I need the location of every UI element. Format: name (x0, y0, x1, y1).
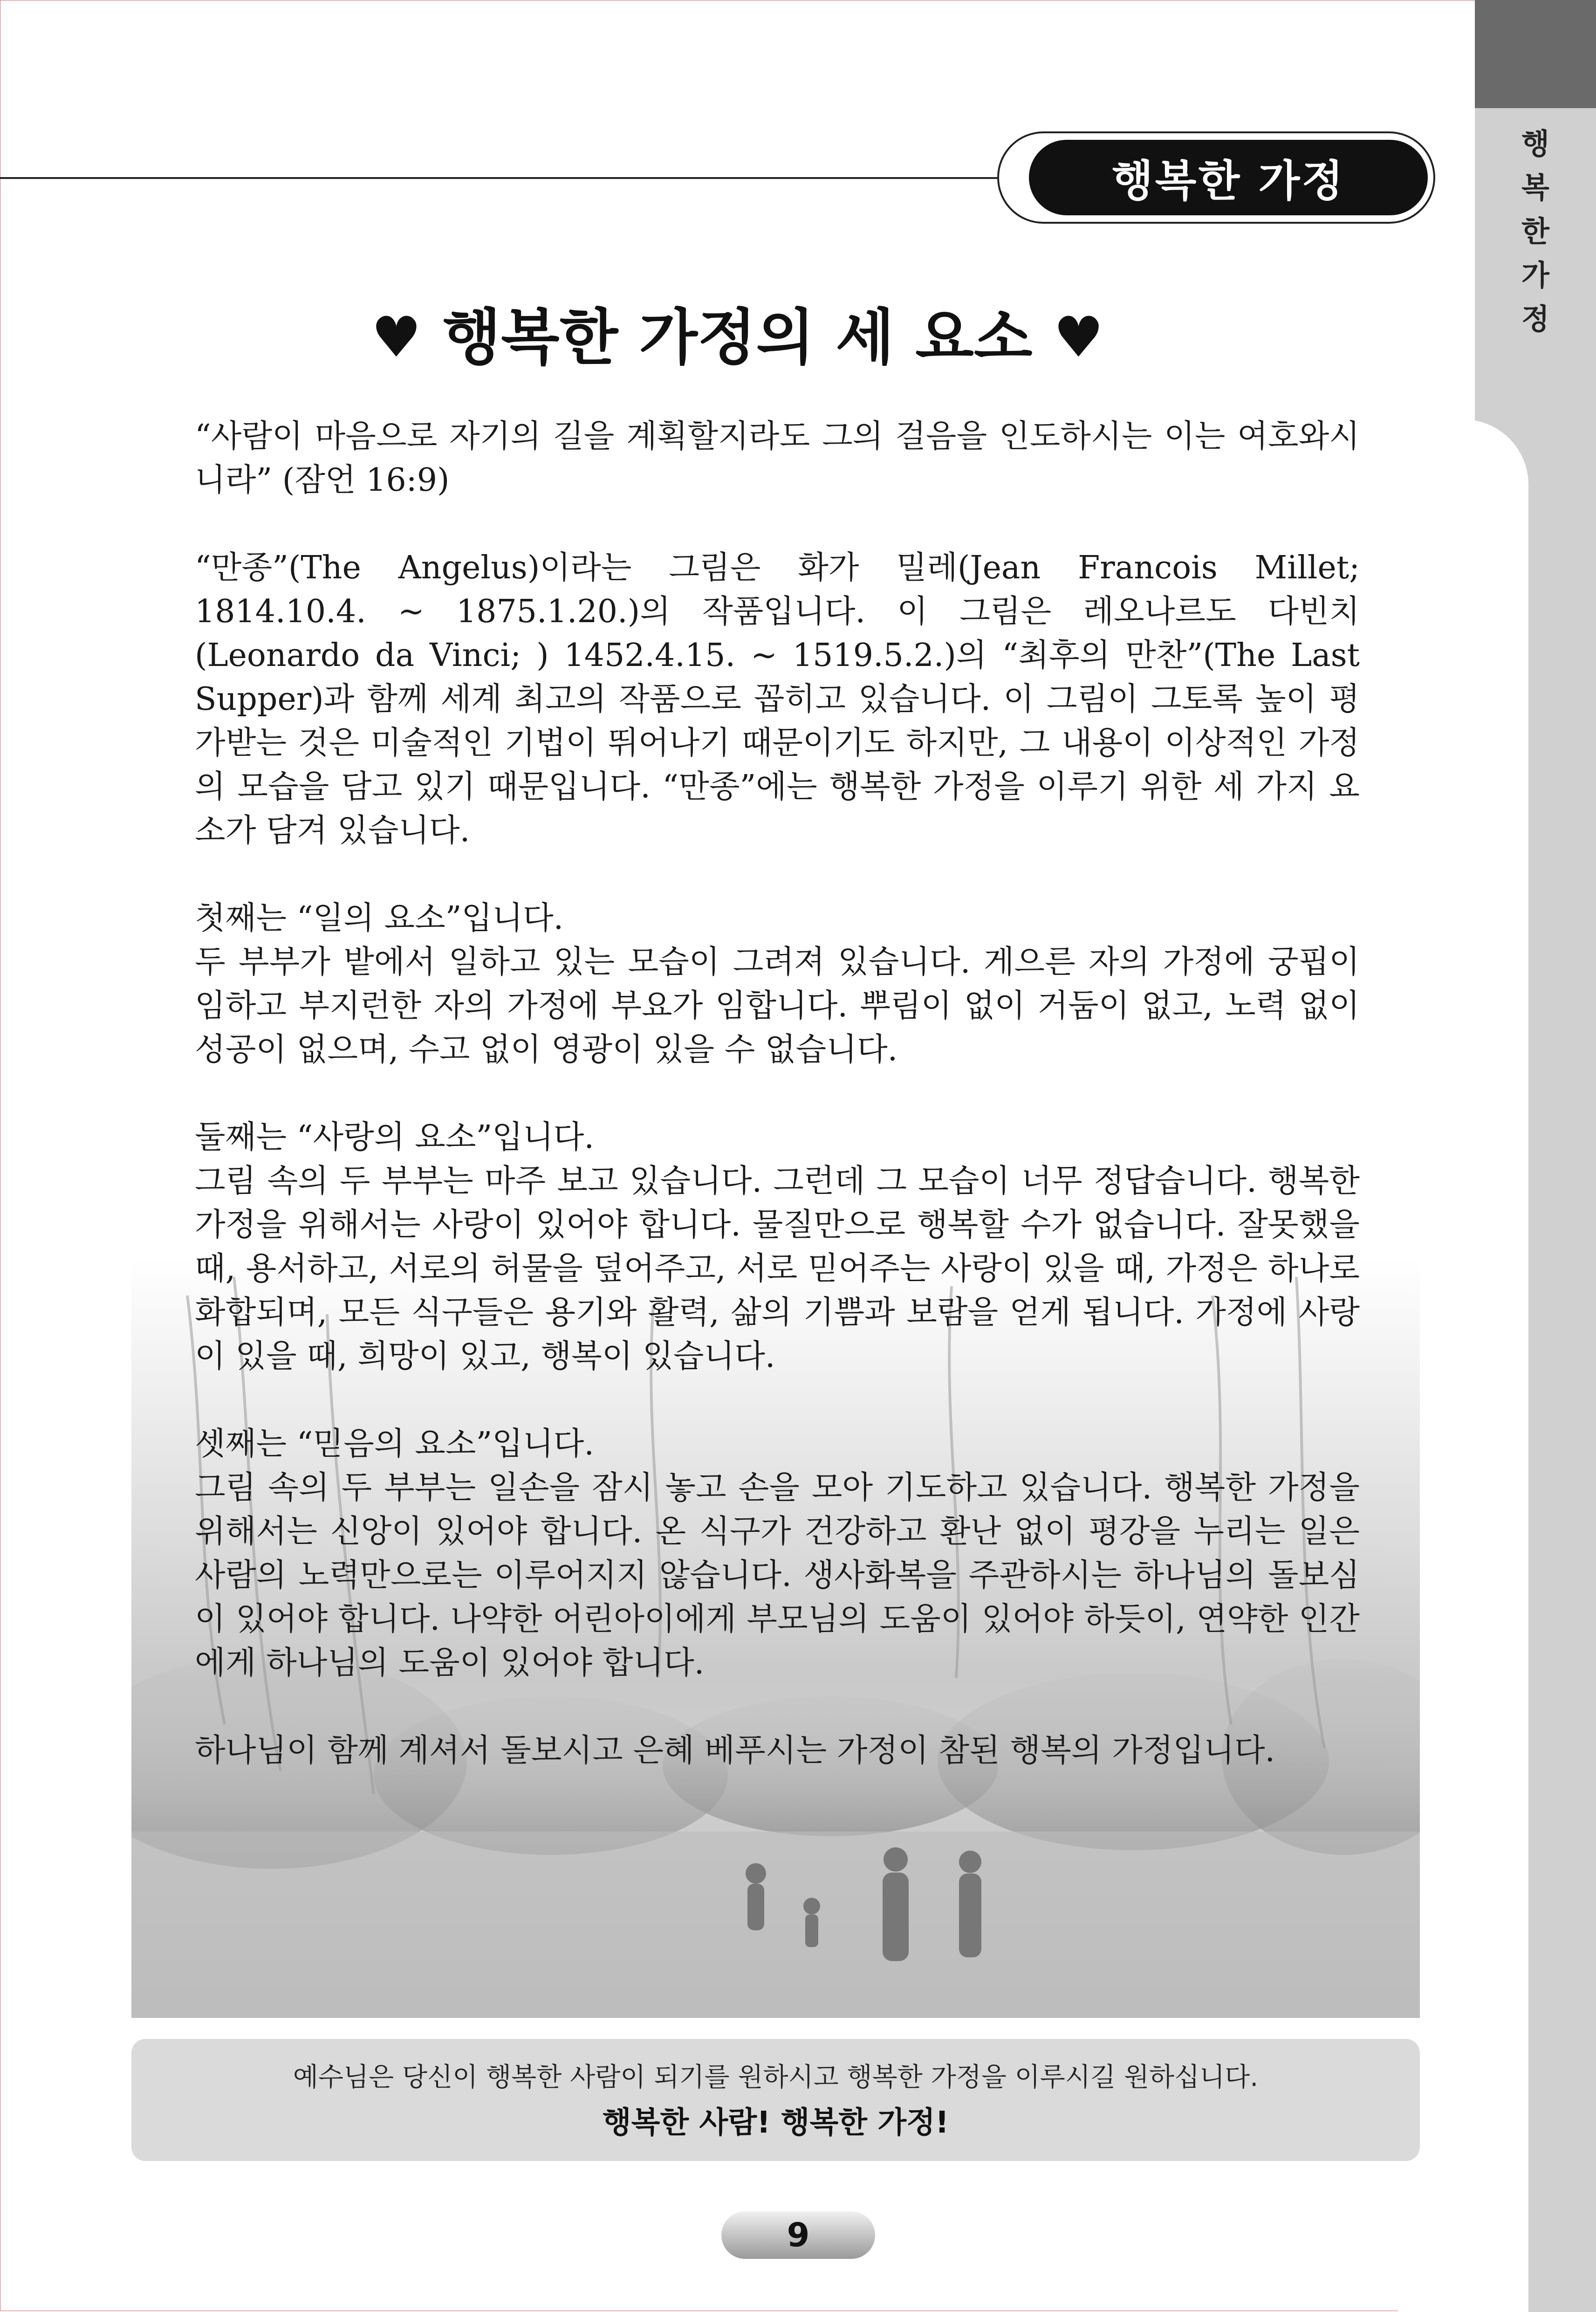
intro-paragraph: “만종”(The Angelus)이라는 그림은 화가 밀레(Jean Francois Millet; 1814.10.4. ~ 1875.1.20.)의 작품입니다. 이 그림은 레오나르도 다빈치(Leonardo da Vinci; ) 1452.4.15. ~ 1519.5.2.)의 “최후의 만찬”(The Last Supper)과 함께 세계 최고의 작품으로 꼽히고 있습니다. 이 그림이 그토록 높이 평가받는 것은 미술적인 기법이 뛰어나기 때문이기도 하지만, 그 내용이 이상적인 가정의 모습을 담고 있기 때문입니다. “만종”에는 행복한 가정을 이루기 위한 세 가지 요소가 담겨 있습니다. (195, 549, 1360, 849)
section-title-badge: 행복한 가정 (1029, 140, 1428, 215)
love-paragraph: 그림 속의 두 부부는 마주 보고 있습니다. 그런데 그 모습이 너무 정답습니다. 행복한 가정을 위해서는 사랑이 있어야 합니다. 물질만으로 행복할 수가 없습니다. 잘못했을 때, 용서하고, 서로의 허물을 덮어주고, 서로 믿어주는 사랑이 있을 때, 가정은 하나로 화합되며, 모든 식구들은 용기와 활력, 삶의 기쁨과 보람을 얻게 됩니다. 가정에 사랑이 있을 때, 희망이 있고, 행복이 있습니다. (195, 1163, 1360, 1375)
footer-message-box (131, 2039, 1420, 2161)
heart-icon: ♥ (1053, 305, 1104, 370)
side-tab-char: 가 (1521, 258, 1549, 292)
section-heading-faith: 셋째는 “믿음의 요소”입니다. (195, 1426, 594, 1462)
footer-slogan: 행복한 사람! 행복한 가정! (602, 2106, 949, 2140)
side-tab-char: 한 (1521, 214, 1549, 248)
article-body (195, 415, 1360, 1817)
side-tab-top-block (1475, 0, 1596, 108)
heart-icon: ♥ (371, 305, 422, 370)
section-heading-love: 둘째는 “사랑의 요소”입니다. (195, 1119, 594, 1156)
footer-message: 예수님은 당신이 행복한 사람이 되기를 원하시고 행복한 가정을 이루시길 원하십니다. (293, 2062, 1259, 2092)
page-title (0, 289, 1475, 376)
section-heading-work: 첫째는 “일의 요소”입니다. (195, 900, 564, 937)
work-paragraph: 두 부부가 밭에서 일하고 있는 모습이 그려져 있습니다. 게으른 자의 가정에 궁핍이 임하고 부지런한 자의 가정에 부요가 임합니다. 뿌림이 없이 거둠이 없고, 노력 없이 성공이 없으며, 수고 없이 영광이 있을 수 없습니다. (195, 944, 1360, 1068)
side-tab-label (1475, 122, 1596, 341)
closing-paragraph: 하나님이 함께 계셔서 돌보시고 은혜 베푸시는 가정이 참된 행복의 가정입니다. (195, 1732, 1275, 1769)
side-tab-char: 행 (1521, 127, 1549, 161)
side-tab-char: 정 (1521, 302, 1549, 336)
page-title-text: 행복한 가정의 세 요소 (442, 302, 1033, 373)
faith-paragraph: 그림 속의 두 부부는 일손을 잠시 놓고 손을 모아 기도하고 있습니다. 행복한 가정을 위해서는 신앙이 있어야 합니다. 온 식구가 건강하고 환난 없이 평강을 누리는 일은 사람의 노력만으로는 이루어지지 않습니다. 생사화복을 주관하시는 하나님의 돌보심이 있어야 합니다. 나약한 어린아이에게 부모님의 도움이 있어야 하듯이, 연약한 인간에게 하나님의 도움이 있어야 합니다. (195, 1469, 1360, 1681)
lawn (131, 1832, 1420, 2018)
header-rule (0, 177, 997, 179)
side-tab-char: 복 (1521, 171, 1549, 205)
page-number: 9 (721, 2211, 875, 2259)
scripture-quote: “사람이 마음으로 자기의 길을 계획할지라도 그의 걸음을 인도하시는 이는 여호와시니라” (잠언 16:9) (195, 418, 1360, 499)
